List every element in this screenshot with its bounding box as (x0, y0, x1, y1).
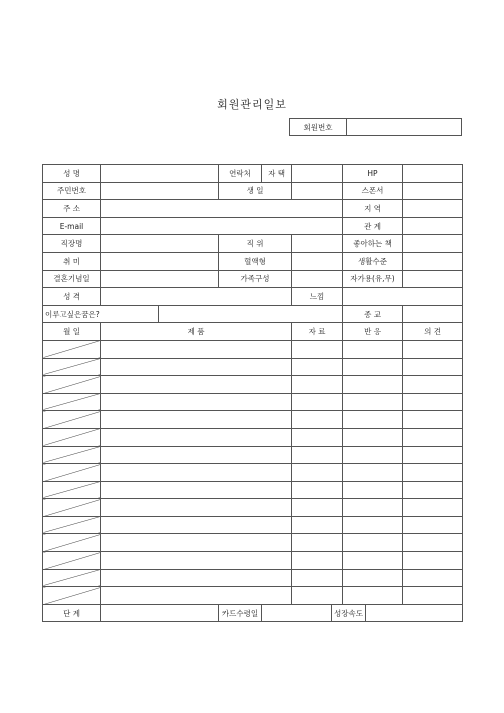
label-region: 지 역 (343, 200, 403, 218)
row-job (43, 235, 463, 253)
row-id (43, 182, 463, 200)
log-date-cell[interactable] (43, 499, 101, 517)
log-product-cell[interactable] (101, 587, 292, 605)
member-number-label: 회원번호 (290, 119, 347, 136)
log-date-cell[interactable] (43, 534, 101, 552)
field-growth-speed[interactable] (366, 604, 463, 622)
log-reaction-cell[interactable] (343, 464, 403, 482)
field-feeling[interactable] (343, 288, 463, 306)
log-reaction-cell[interactable] (343, 393, 403, 411)
label-birthday: 생 일 (219, 182, 292, 200)
log-opinion-cell[interactable] (403, 358, 463, 376)
log-date-cell[interactable] (43, 446, 101, 464)
log-row (43, 393, 463, 411)
field-address[interactable] (101, 200, 343, 218)
log-row (43, 516, 463, 534)
label-contact: 연락처 (219, 165, 262, 183)
log-reaction-cell[interactable] (343, 499, 403, 517)
log-reaction-cell[interactable] (343, 516, 403, 534)
log-date-cell[interactable] (43, 587, 101, 605)
label-blood-type: 혈액형 (219, 252, 292, 270)
log-row (43, 428, 463, 446)
label-hp: HP (343, 165, 403, 183)
field-religion[interactable] (403, 305, 463, 323)
field-birthday[interactable] (292, 182, 343, 200)
log-reaction-cell[interactable] (343, 552, 403, 570)
log-opinion-cell[interactable] (403, 376, 463, 394)
log-opinion-cell[interactable] (403, 552, 463, 570)
log-opinion-cell[interactable] (403, 499, 463, 517)
log-row (43, 481, 463, 499)
field-hobby[interactable] (101, 252, 219, 270)
log-opinion-cell[interactable] (403, 446, 463, 464)
field-region[interactable] (403, 200, 463, 218)
log-opinion-cell[interactable] (403, 428, 463, 446)
field-job[interactable] (101, 235, 219, 253)
row-name (43, 165, 463, 183)
label-own-car: 자가용(유,무) (343, 270, 403, 288)
log-reaction-cell[interactable] (343, 569, 403, 587)
log-material-cell[interactable] (292, 358, 343, 376)
label-hobby: 취 미 (43, 252, 101, 270)
log-product-cell[interactable] (101, 481, 292, 499)
log-reaction-cell[interactable] (343, 411, 403, 429)
label-anniversary: 결혼기념일 (43, 270, 101, 288)
log-row (43, 464, 463, 482)
label-feeling: 느낌 (292, 288, 343, 306)
page-title: 회원관리일보 (217, 98, 287, 111)
field-email[interactable] (101, 217, 343, 235)
field-own-car[interactable] (403, 270, 463, 288)
log-opinion-cell[interactable] (403, 481, 463, 499)
log-date-cell[interactable] (43, 569, 101, 587)
log-material-cell[interactable] (292, 516, 343, 534)
log-date-cell[interactable] (43, 516, 101, 534)
log-opinion-cell[interactable] (403, 411, 463, 429)
log-reaction-cell[interactable] (343, 376, 403, 394)
header-reaction: 반 응 (343, 323, 403, 341)
log-material-cell[interactable] (292, 340, 343, 358)
log-reaction-cell[interactable] (343, 481, 403, 499)
log-reaction-cell[interactable] (343, 534, 403, 552)
log-date-cell[interactable] (43, 340, 101, 358)
log-header-row (43, 323, 463, 341)
log-product-cell[interactable] (101, 499, 292, 517)
log-product-cell[interactable] (101, 534, 292, 552)
label-religion: 종 교 (343, 305, 403, 323)
row-hobby (43, 252, 463, 270)
label-favorite-book: 좋아하는 책 (343, 235, 403, 253)
field-stage[interactable] (101, 604, 219, 622)
log-material-cell[interactable] (292, 446, 343, 464)
log-date-cell[interactable] (43, 552, 101, 570)
label-position: 직 위 (219, 235, 292, 253)
log-material-cell[interactable] (292, 411, 343, 429)
log-product-cell[interactable] (101, 340, 292, 358)
log-row (43, 569, 463, 587)
log-row (43, 499, 463, 517)
log-product-cell[interactable] (101, 393, 292, 411)
log-material-cell[interactable] (292, 376, 343, 394)
log-product-cell[interactable] (101, 464, 292, 482)
log-row (43, 446, 463, 464)
label-job: 직장명 (43, 235, 101, 253)
label-address: 주 소 (43, 200, 101, 218)
log-opinion-cell[interactable] (403, 534, 463, 552)
field-family[interactable] (292, 270, 343, 288)
log-date-cell[interactable] (43, 411, 101, 429)
log-product-cell[interactable] (101, 411, 292, 429)
field-dream[interactable] (159, 305, 343, 323)
label-card-date: 카드수령일 (219, 604, 262, 622)
log-material-cell[interactable] (292, 393, 343, 411)
log-opinion-cell[interactable] (403, 464, 463, 482)
log-material-cell[interactable] (292, 552, 343, 570)
label-character: 성 격 (43, 288, 101, 306)
log-opinion-cell[interactable] (403, 587, 463, 605)
log-material-cell[interactable] (292, 534, 343, 552)
log-rows (43, 340, 463, 604)
log-date-cell[interactable] (43, 464, 101, 482)
header-material: 자 료 (292, 323, 343, 341)
field-position[interactable] (292, 235, 343, 253)
label-stage: 단 계 (43, 604, 101, 622)
field-character[interactable] (101, 288, 292, 306)
log-product-cell[interactable] (101, 446, 292, 464)
log-date-cell[interactable] (43, 393, 101, 411)
header-product: 제 품 (101, 323, 292, 341)
header-opinion: 의 견 (403, 323, 463, 341)
log-reaction-cell[interactable] (343, 358, 403, 376)
field-relation[interactable] (403, 217, 463, 235)
log-product-cell[interactable] (101, 516, 292, 534)
log-row (43, 552, 463, 570)
log-date-cell[interactable] (43, 376, 101, 394)
log-row (43, 376, 463, 394)
log-material-cell[interactable] (292, 499, 343, 517)
field-name[interactable] (101, 165, 219, 183)
label-growth-speed: 성장속도 (332, 604, 366, 622)
log-material-cell[interactable] (292, 569, 343, 587)
row-anniversary (43, 270, 463, 288)
row-character (43, 288, 463, 306)
log-row (43, 534, 463, 552)
row-dream (43, 305, 463, 323)
log-row (43, 587, 463, 605)
log-reaction-cell[interactable] (343, 446, 403, 464)
log-row (43, 340, 463, 358)
log-opinion-cell[interactable] (403, 393, 463, 411)
member-record-table (42, 164, 463, 622)
label-relation: 관 계 (343, 217, 403, 235)
footer-row (43, 604, 463, 622)
label-email: E-mail (43, 217, 101, 235)
field-home-phone[interactable] (292, 165, 343, 183)
field-hp[interactable] (403, 165, 463, 183)
label-dream: 이루고싶은꿈은? (43, 305, 159, 323)
label-id-number: 주민번호 (43, 182, 101, 200)
log-date-cell[interactable] (43, 428, 101, 446)
log-product-cell[interactable] (101, 569, 292, 587)
field-living-standard[interactable] (403, 252, 463, 270)
log-date-cell[interactable] (43, 481, 101, 499)
field-card-date[interactable] (262, 604, 332, 622)
header-month-day: 월 일 (43, 323, 101, 341)
row-address (43, 200, 463, 218)
field-favorite-book[interactable] (403, 235, 463, 253)
field-id-number[interactable] (101, 182, 219, 200)
field-anniversary[interactable] (101, 270, 219, 288)
log-material-cell[interactable] (292, 428, 343, 446)
member-number-box (289, 118, 462, 136)
log-row (43, 411, 463, 429)
log-opinion-cell[interactable] (403, 516, 463, 534)
member-number-field[interactable] (347, 119, 462, 136)
log-material-cell[interactable] (292, 481, 343, 499)
log-product-cell[interactable] (101, 376, 292, 394)
log-material-cell[interactable] (292, 464, 343, 482)
log-reaction-cell[interactable] (343, 428, 403, 446)
label-name: 성 명 (43, 165, 101, 183)
log-product-cell[interactable] (101, 428, 292, 446)
log-opinion-cell[interactable] (403, 569, 463, 587)
log-product-cell[interactable] (101, 358, 292, 376)
log-reaction-cell[interactable] (343, 587, 403, 605)
log-date-cell[interactable] (43, 358, 101, 376)
log-material-cell[interactable] (292, 587, 343, 605)
log-row (43, 358, 463, 376)
label-living-standard: 생활수준 (343, 252, 403, 270)
field-sponsor[interactable] (403, 182, 463, 200)
label-sponsor: 스폰서 (343, 182, 403, 200)
field-blood-type[interactable] (292, 252, 343, 270)
row-email (43, 217, 463, 235)
label-family: 가족구성 (219, 270, 292, 288)
log-reaction-cell[interactable] (343, 340, 403, 358)
label-home: 자 택 (262, 165, 292, 183)
log-opinion-cell[interactable] (403, 340, 463, 358)
log-product-cell[interactable] (101, 552, 292, 570)
